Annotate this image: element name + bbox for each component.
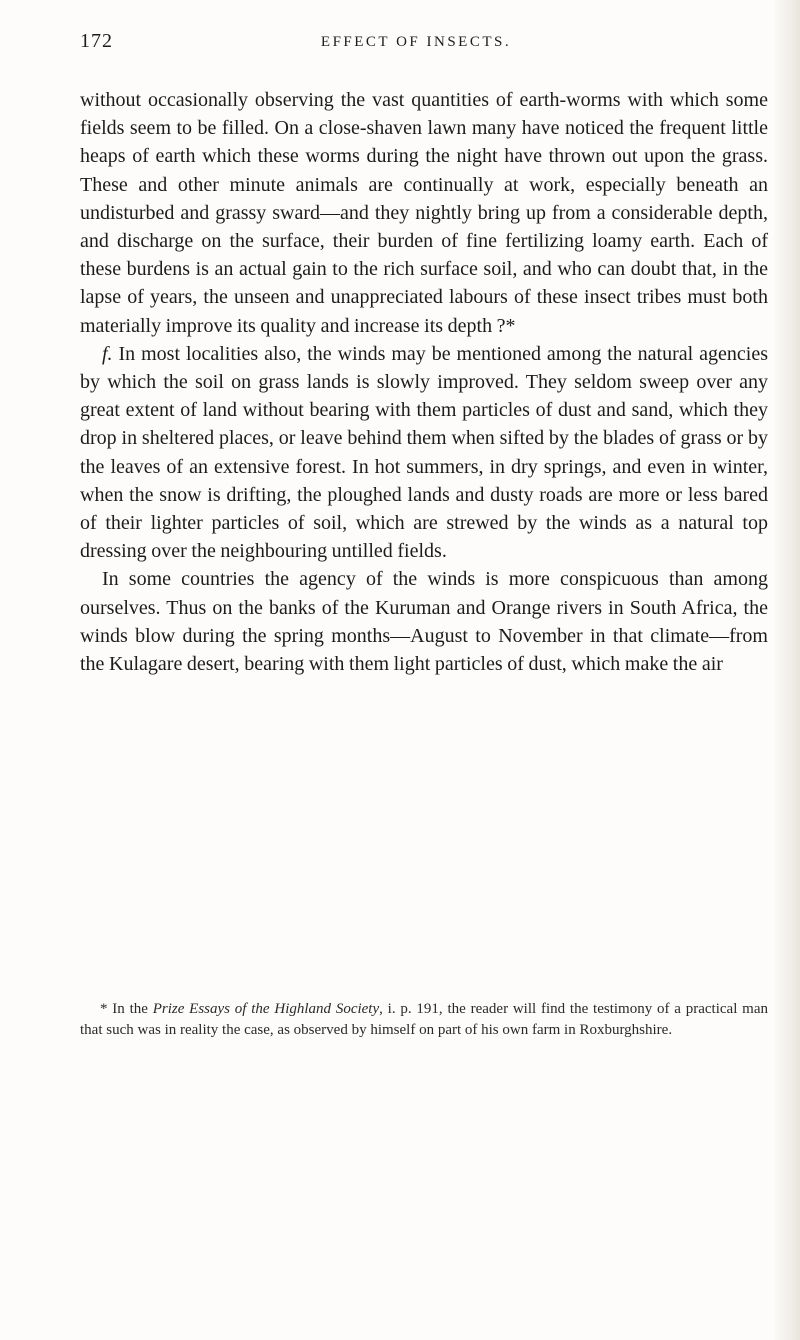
- running-title: EFFECT OF INSECTS.: [320, 34, 512, 50]
- footnote: [80, 999, 768, 1040]
- paragraph-continued: without occasionally observing the vast quantities of earth-worms with which some fields seem to be filled. On a close-shaven lawn many have noticed the frequent little heaps of earth which these worms during the night have thrown out upon the grass. These and other minute animals are continually at work, especially beneath an undisturbed and grassy sward—and they nightly bring up from a considerable depth, and discharge on the surface, their burden of fine fertilizing loamy earth. Each of these burdens is an actual gain to the rich surface soil, and who can doubt that, in the lapse of years, the unseen and unappreciated labours of these insect tribes must both materially improve its quality and increase its depth ?*: [80, 89, 768, 337]
- page-number: 172: [80, 30, 113, 52]
- footnote-title: Prize Essays of the Highland Society: [152, 1001, 380, 1017]
- section-marker: f.: [102, 342, 113, 365]
- page-header: [80, 30, 752, 60]
- paragraph-winds-text: In most localities also, the winds may be mentioned among the natural agencies by which the soil on grass lands is slowly improved. They seldom sweep over any great extent of land without bearing with them particles of dust and sand, which they drop in sheltered places, or leave behind them when sifted by the blades of grass or by the leaves of an extensive forest. In hot summers, in dry springs, and even in winter, when the snow is drifting, the ploughed lands and dusty roads are more or less bared of their lighter particles of soil, which are strewed by the winds as a natural top dressing over the neighbouring untilled fields.: [80, 342, 768, 563]
- paragraph-winds: [80, 340, 768, 566]
- paragraph-south-africa: In some countries the agency of the winds is more conspicuous than among ourselves. Thus on the banks of the Kuruman and Orange rivers in South Africa, the winds blow during the spring months—August to November in that climate—from the Kulagare desert, bearing with them light particles of dust, which make the air: [80, 568, 768, 676]
- main-text: [80, 86, 768, 678]
- page-edge-shadow: [774, 0, 800, 1340]
- footnote-rest: , i. p. 191, the reader will find the testimony of a practical man that such was in reality the case, as observed by himself on part of his own farm in Roxburghshire.: [80, 1001, 768, 1038]
- footnote-lead: * In the: [100, 1001, 153, 1017]
- footnote-text: [80, 999, 768, 1040]
